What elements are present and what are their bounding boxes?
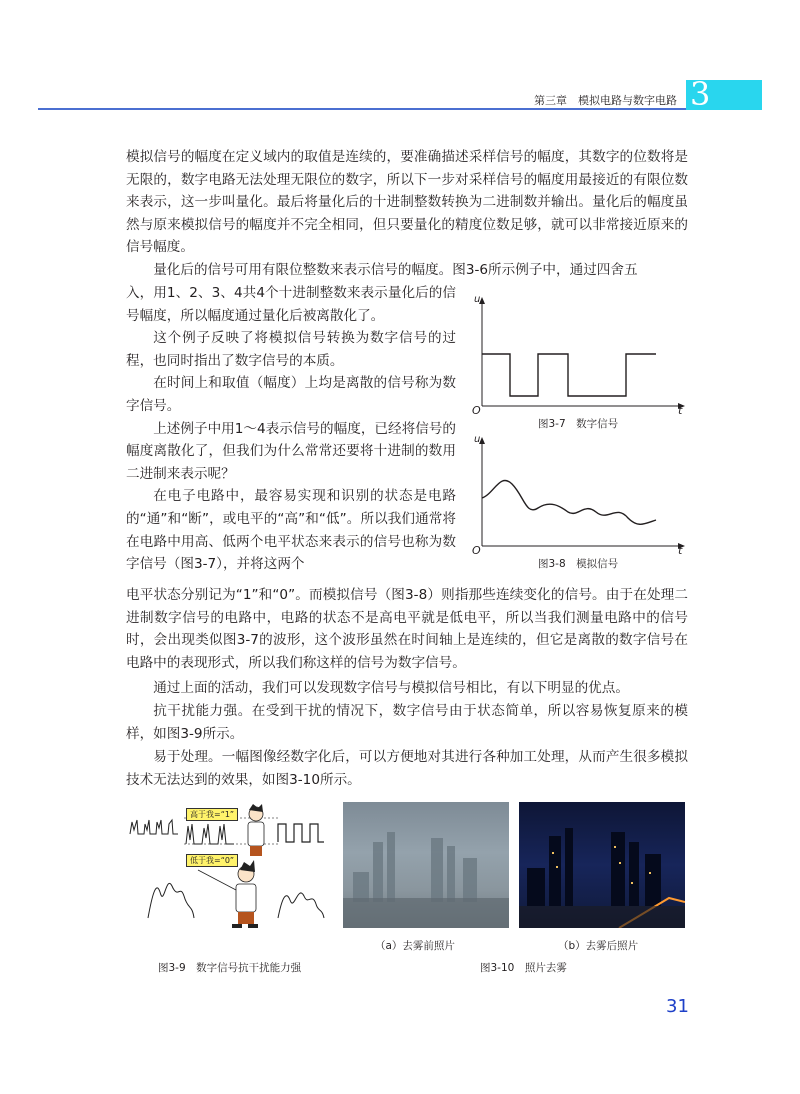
photo-after-defog xyxy=(519,802,685,928)
label-high-threshold: 高于我=“1” xyxy=(186,808,238,821)
x-axis-label: t xyxy=(678,404,683,417)
paragraph-easy-processing: 易于处理。一幅图像经数字化后，可以方便地对其进行各种加工处理，从而产生很多模拟技术无法达到的效果，如图3-10所示。 xyxy=(126,749,688,788)
origin-label: O xyxy=(472,404,481,417)
paragraph-high-low: 在电子电路中，最容易实现和识别的状态是电路的“通”和“断”，或电平的“高”和“低”。所以我们通常将在电路中用高、低两个电平状态来表示的信号也称为数字信号（图3-7），并将这两个 xyxy=(126,488,456,573)
noisy-pulses xyxy=(130,820,178,834)
paragraph-anti-interference: 抗干扰能力强。在受到干扰的情况下，数字信号由于状态简单，所以容易恢复原来的模样，如图3-9所示。 xyxy=(126,703,688,742)
noisy-wave-left xyxy=(148,883,194,918)
y-axis-label: u xyxy=(474,294,481,305)
figure-analog-signal xyxy=(468,432,688,572)
paragraph-advantages: 通过上面的活动，我们可以发现数字信号与模拟信号相比，有以下明显的优点。 xyxy=(153,680,629,696)
paragraph-analog-signal: 电平状态分别记为“1”和“0”。而模拟信号（图3-8）则指那些连续变化的信号。由于在处理二进制数字信号的电路中，电路的状态不是高电平就是低电平，所以当我们测量电路中的信号时，会出现类似图3-7的波形，这个波形虽然在时间轴上是连续的，但它是离散的数字信号在电路中的表现形式，所以我们称这样的信号为数字信号。 xyxy=(126,587,688,671)
photo-before-defog xyxy=(343,802,509,928)
x-axis-label: t xyxy=(678,544,683,557)
figure-caption: 图3-7 数字信号 xyxy=(538,418,619,430)
narrow-column xyxy=(126,282,456,576)
photo-a-caption: （a）去雾前照片 xyxy=(375,940,455,952)
figure-digital-signal xyxy=(468,292,688,432)
figure-3-9-caption: 图3-9 数字信号抗干扰能力强 xyxy=(158,962,302,974)
figure-caption: 图3-8 模拟信号 xyxy=(538,558,619,570)
photo-b-caption: （b）去雾后照片 xyxy=(558,940,639,952)
label-low-threshold: 低于我=“0” xyxy=(186,854,238,867)
chapter-title: 第三章 模拟电路与数字电路 xyxy=(534,94,677,107)
header-rule xyxy=(38,108,738,110)
square-wave xyxy=(482,354,656,396)
paragraph-why-binary: 上述例子中用1～4表示信号的幅度，已经将信号的幅度离散化了，但我们为什么常常还要将十进制的数用二进制来表示呢？ xyxy=(126,420,456,482)
paragraph-quantized-signal-line1: 量化后的信号可用有限位整数来表示信号的幅度。图3-6所示例子中，通过四舍五 xyxy=(153,262,638,278)
origin-label: O xyxy=(472,544,481,557)
figure-anti-interference xyxy=(128,800,338,950)
noisy-wave-right xyxy=(278,893,324,918)
y-axis-label: u xyxy=(474,434,481,445)
figure-3-10-caption: 图3-10 照片去雾 xyxy=(480,962,567,974)
paragraph-quantization: 模拟信号的幅度在定义域内的取值是连续的，要准确描述采样信号的幅度，其数字的位数将是无限的，数字电路无法处理无限位的数字，所以下一步对采样信号的幅度用最接近的有限位数来表示，这一步叫量化。最后将量化后的十进制整数转换为二进制数并输出。量化后的幅度虽然与原来模拟信号的幅度并不完全相同，但只要量化的精度位数足够，就可以非常接近原来的信号幅度。 xyxy=(126,149,688,256)
paragraph-conversion: 这个例子反映了将模拟信号转换为数字信号的过程，也同时指出了数字信号的本质。 xyxy=(126,330,456,369)
analog-wave xyxy=(482,480,656,524)
chapter-number: 3 xyxy=(690,75,711,113)
clean-square-wave xyxy=(278,824,324,842)
page-number: 31 xyxy=(666,996,689,1017)
paragraph-quantized-signal-rest: 入，用1、2、3、4共4个十进制整数来表示量化后的信号幅度，所以幅度通过量化后被离散化了。 xyxy=(126,285,456,324)
paragraph-definition: 在时间上和取值（幅度）上均是离散的信号称为数字信号。 xyxy=(126,375,456,414)
